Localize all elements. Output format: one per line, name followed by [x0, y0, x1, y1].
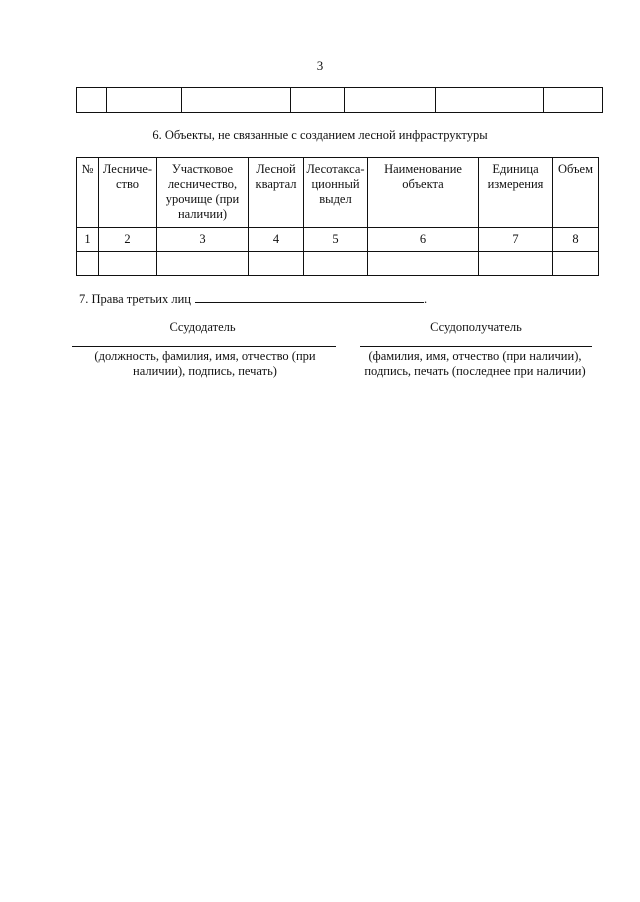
table-header-row	[77, 158, 599, 228]
third-party-rights-blank	[195, 291, 424, 303]
header-forest-quarter: Лесной квартал	[249, 158, 304, 228]
column-number: 5	[304, 228, 368, 252]
column-number: 8	[553, 228, 599, 252]
page-number: 3	[316, 58, 324, 73]
table-cell	[345, 88, 436, 113]
lender-title: Ссудодатель	[169, 320, 236, 334]
borrower-signature-line	[360, 346, 592, 347]
section-6-title: 6. Объекты, не связанные с созданием лесной инфраструктуры	[152, 128, 488, 142]
column-number: 1	[77, 228, 99, 252]
borrower-caption: (фамилия, имя, отчество (при наличии), подпись, печать (последнее при наличии)	[364, 349, 586, 378]
column-number: 2	[99, 228, 157, 252]
header-unit: Единица измерения	[479, 158, 553, 228]
objects-table	[76, 157, 599, 276]
table-row	[77, 88, 603, 113]
lender-signature-line	[72, 346, 336, 347]
table-cell	[291, 88, 345, 113]
table-cell	[368, 252, 479, 276]
header-district-forestry: Участковое лесничество, урочище (при наличии)	[157, 158, 249, 228]
table-cell	[107, 88, 182, 113]
table-cell	[182, 88, 291, 113]
table-cell	[249, 252, 304, 276]
header-forestry: Лесниче-ство	[99, 158, 157, 228]
third-party-rights-period: .	[424, 292, 428, 306]
continued-table-empty-row	[76, 87, 603, 113]
column-number: 3	[157, 228, 249, 252]
header-object-name: Наименование объекта	[368, 158, 479, 228]
table-cell	[157, 252, 249, 276]
column-numbers-row	[77, 228, 599, 252]
column-number: 6	[368, 228, 479, 252]
table-row	[77, 252, 599, 276]
header-number: №	[77, 158, 99, 228]
third-party-rights-label: 7. Права третьих лиц	[79, 292, 191, 306]
header-volume: Объем	[553, 158, 599, 228]
table-cell	[479, 252, 553, 276]
table-cell	[553, 252, 599, 276]
table-cell	[99, 252, 157, 276]
table-cell	[304, 252, 368, 276]
third-party-rights	[79, 291, 427, 307]
borrower-title: Ссудополучатель	[430, 320, 522, 334]
table-cell	[544, 88, 603, 113]
table-cell	[436, 88, 544, 113]
column-number: 7	[479, 228, 553, 252]
lender-caption: (должность, фамилия, имя, отчество (при наличии), подпись, печать)	[94, 349, 316, 378]
table-cell	[77, 88, 107, 113]
header-taxation-unit: Лесотакса-ционный выдел	[304, 158, 368, 228]
table-cell	[77, 252, 99, 276]
column-number: 4	[249, 228, 304, 252]
